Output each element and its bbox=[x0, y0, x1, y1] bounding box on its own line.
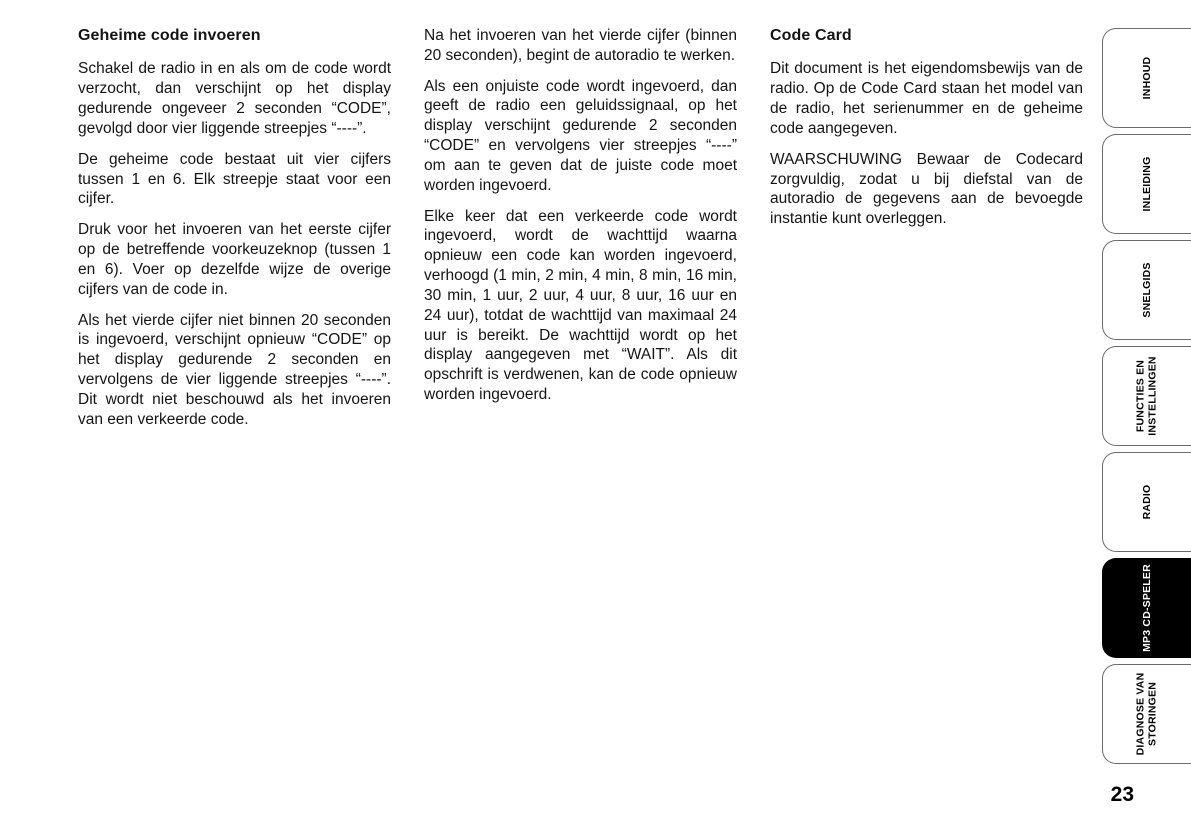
column-code-card bbox=[770, 26, 1083, 441]
tab-label: SNELGIDS bbox=[1140, 262, 1153, 318]
paragraph: Na het invoeren van het vierde cijfer (binnen 20 seconden), begint de autoradio te werken. bbox=[424, 27, 737, 64]
tab-mp3-cd-speler[interactable] bbox=[1102, 558, 1191, 658]
content-columns bbox=[78, 26, 1083, 441]
page-number: 23 bbox=[1110, 783, 1134, 806]
tab-label: DIAGNOSE VAN STORINGEN bbox=[1134, 672, 1159, 756]
paragraph: Dit document is het eigendomsbewijs van de radio. Op de Code Card staan het model van de radio, het serienummer en de geheime code aangegeven. bbox=[770, 60, 1083, 137]
paragraph: Als een onjuiste code wordt ingevoerd, dan geeft de radio een geluidssignaal, op het display verschijnt gedurende 2 seconden “CODE” en vervolgens vier streepjes “----” om aan te geven dat de juiste code moet worden ingevoerd. bbox=[424, 77, 737, 194]
tab-label: MP3 CD-SPELER bbox=[1140, 564, 1153, 652]
section-heading: Code Card bbox=[770, 27, 852, 44]
paragraph: Als het vierde cijfer niet binnen 20 seconden is ingevoerd, verschijnt opnieuw “CODE” op het display gedurende 2 seconden en vervolgens de vier liggende streepjes “----”. Dit wordt niet beschouwd als het invoeren van een verkeerde code. bbox=[78, 311, 391, 428]
paragraph: WAARSCHUWING Bewaar de Codecard zorgvuldig, zodat u bij diefstal van de autoradio de gegevens aan de bevoegde instantie kunt overleggen. bbox=[770, 150, 1083, 228]
paragraph: Druk voor het invoeren van het eerste cijfer op de betreffende voorkeuzeknop (tussen 1 en 6). Voer op dezelfde wijze de overige cijfers van de code in. bbox=[78, 221, 391, 298]
tab-radio[interactable] bbox=[1102, 452, 1191, 552]
tab-label: RADIO bbox=[1140, 484, 1153, 520]
tab-inhoud[interactable] bbox=[1102, 28, 1191, 128]
side-tab-navigation bbox=[1102, 28, 1191, 770]
paragraph: Elke keer dat een verkeerde code wordt ingevoerd, wordt de wachttijd waarna opnieuw een code kan worden ingevoerd, verhoogd (1 min, 2 min, 4 min, 8 min, 16 min, 30 min, 1 uur, 2 uur, 4 uur, 8 uur, 16 uur en 24 uur), totdat de wachttijd van maximaal 24 uur is bereikt. De wachttijd wordt op het display aangegeven met “WAIT”. Als dit opschrift is verdwenen, kan de code opnieuw worden ingevoerd. bbox=[424, 207, 737, 404]
tab-label: INHOUD bbox=[1140, 56, 1153, 100]
paragraph: De geheime code bestaat uit vier cijfers tussen 1 en 6. Elk streepje staat voor een cijfer. bbox=[78, 150, 391, 208]
tab-functies-en-instellingen[interactable] bbox=[1102, 346, 1191, 446]
paragraph: Schakel de radio in en als om de code wordt verzocht, dan verschijnt op het display gedurende ongeveer 2 seconden “CODE”, gevolgd door vier liggende streepjes “----”. bbox=[78, 60, 391, 137]
column-middle bbox=[424, 26, 737, 441]
tab-label: INLEIDING bbox=[1140, 156, 1153, 212]
tab-snelgids[interactable] bbox=[1102, 240, 1191, 340]
column-geheime-code bbox=[78, 26, 391, 441]
tab-inleiding[interactable] bbox=[1102, 134, 1191, 234]
tab-diagnose-van-storingen[interactable] bbox=[1102, 664, 1191, 764]
section-heading: Geheime code invoeren bbox=[78, 27, 261, 44]
tab-label: FUNCTIES EN INSTELLINGEN bbox=[1134, 356, 1159, 436]
